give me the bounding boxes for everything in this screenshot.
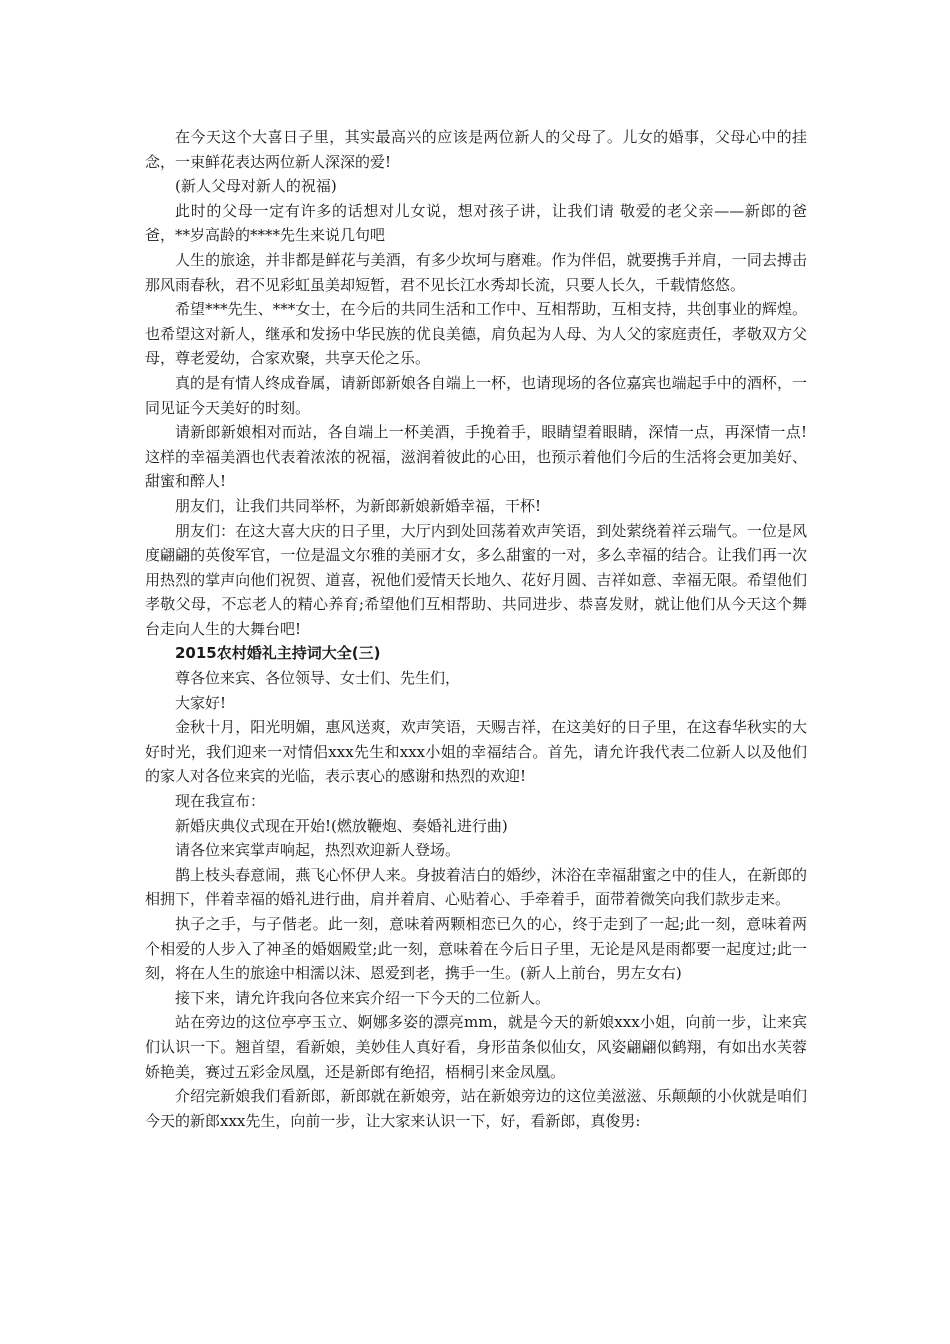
paragraph: 请新郎新娘相对而站，各自端上一杯美酒，手挽着手，眼睛望着眼睛，深情一点，再深情一点!这样的幸福美酒也代表着浓浓的祝福，滋润着彼此的心田，也预示着他们今后的生活将会更加美好、甜蜜和醉人! xyxy=(145,423,807,491)
paragraph: 接下来，请允许我向各位来宾介绍一下今天的二位新人。 xyxy=(175,988,551,1007)
section-heading: 2015农村婚礼主持词大全(三) xyxy=(175,644,381,663)
paragraph: 大家好! xyxy=(175,693,227,712)
paragraph: (新人父母对新人的祝福) xyxy=(175,177,337,196)
paragraph: 朋友们：在这大喜大庆的日子里，大厅内到处回荡着欢声笑语，到处萦绕着祥云瑞气。一位是风度翩翩的英俊军官，一位是温文尔雅的美丽才女，多么甜蜜的一对，多么幸福的结合。让我们再一次用热烈的掌声向他们祝贺、道喜，祝他们爱情天长地久、花好月圆、吉祥如意、幸福无限。希望他们孝敬父母，不忘老人的精心养育;希望他们互相帮助、共同进步、恭喜发财，就让他们从今天这个舞台走向人生的大舞台吧! xyxy=(145,521,807,638)
paragraph: 站在旁边的这位亭亭玉立、婀娜多姿的漂亮mm，就是今天的新娘xxx小姐，向前一步，让来宾们认识一下。翘首望，看新娘，美妙佳人真好看，身形苗条似仙女，风姿翩翩似鹤翔，有如出水芙蓉娇艳美，赛过五彩金凤凰，还是新郎有绝招，梧桐引来金凤凰。 xyxy=(145,1013,807,1081)
paragraph: 在今天这个大喜日子里，其实最高兴的应该是两位新人的父母了。儿女的婚事，父母心中的挂念，一束鲜花表达两位新人深深的爱! xyxy=(145,128,807,171)
paragraph: 真的是有情人终成眷属，请新郎新娘各自端上一杯，也请现场的各位嘉宾也端起手中的酒杯，一同见证今天美好的时刻。 xyxy=(145,373,807,417)
paragraph: 请各位来宾掌声响起，热烈欢迎新人登场。 xyxy=(175,841,461,860)
paragraph: 介绍完新娘我们看新郎，新郎就在新娘旁，站在新娘旁边的这位美滋滋、乐颠颠的小伙就是咱们今天的新郎xxx先生，向前一步，让大家来认识一下，好，看新郎，真俊男: xyxy=(145,1087,807,1130)
paragraph: 鹊上枝头春意闹，燕飞心怀伊人来。身披着洁白的婚纱，沐浴在幸福甜蜜之中的佳人，在新郎的相拥下，伴着幸福的婚礼进行曲，肩并着肩、心贴着心、手牵着手，面带着微笑向我们款步走来。 xyxy=(145,865,807,909)
paragraph: 新婚庆典仪式现在开始!(燃放鞭炮、奏婚礼进行曲) xyxy=(175,816,508,835)
paragraph: 人生的旅途，并非都是鲜花与美酒，有多少坎坷与磨难。作为伴侣，就要携手并肩，一同去搏击那风雨春秋，君不见彩虹虽美却短暂，君不见长江水秀却长流，只要人长久，千载情悠悠。 xyxy=(145,250,807,294)
document-page xyxy=(145,125,807,1133)
paragraph: 执子之手，与子偕老。此一刻，意味着两颗相恋已久的心，终于走到了一起;此一刻，意味着两个相爱的人步入了神圣的婚姻殿堂;此一刻，意味着在今后日子里，无论是风是雨都要一起度过;此一刻，将在人生的旅途中相濡以沫、恩爱到老，携手一生。(新人上前台，男左女右) xyxy=(145,915,807,983)
paragraph: 此时的父母一定有许多的话想对儿女说，想对孩子讲，让我们请 敬爱的老父亲——新郎的爸爸，**岁高龄的****先生来说几句吧 xyxy=(145,201,807,245)
paragraph: 金秋十月，阳光明媚，惠风送爽，欢声笑语，天赐吉祥，在这美好的日子里，在这春华秋实的大好时光，我们迎来一对情侣xxx先生和xxx小姐的幸福结合。首先，请允许我代表二位新人以及他们的家人对各位来宾的光临，表示衷心的感谢和热烈的欢迎! xyxy=(145,718,807,786)
paragraph: 希望***先生、***女士，在今后的共同生活和工作中、互相帮助，互相支持，共创事业的辉煌。也希望这对新人，继承和发扬中华民族的优良美德，肩负起为人母、为人父的家庭责任，孝敬双方父母，尊老爱幼，合家欢聚，共享天伦之乐。 xyxy=(145,300,807,368)
paragraph: 朋友们，让我们共同举杯，为新郎新娘新婚幸福，干杯! xyxy=(175,496,542,515)
paragraph: 现在我宣布： xyxy=(175,792,266,811)
paragraph: 尊各位来宾、各位领导、女士们、先生们， xyxy=(175,669,461,688)
